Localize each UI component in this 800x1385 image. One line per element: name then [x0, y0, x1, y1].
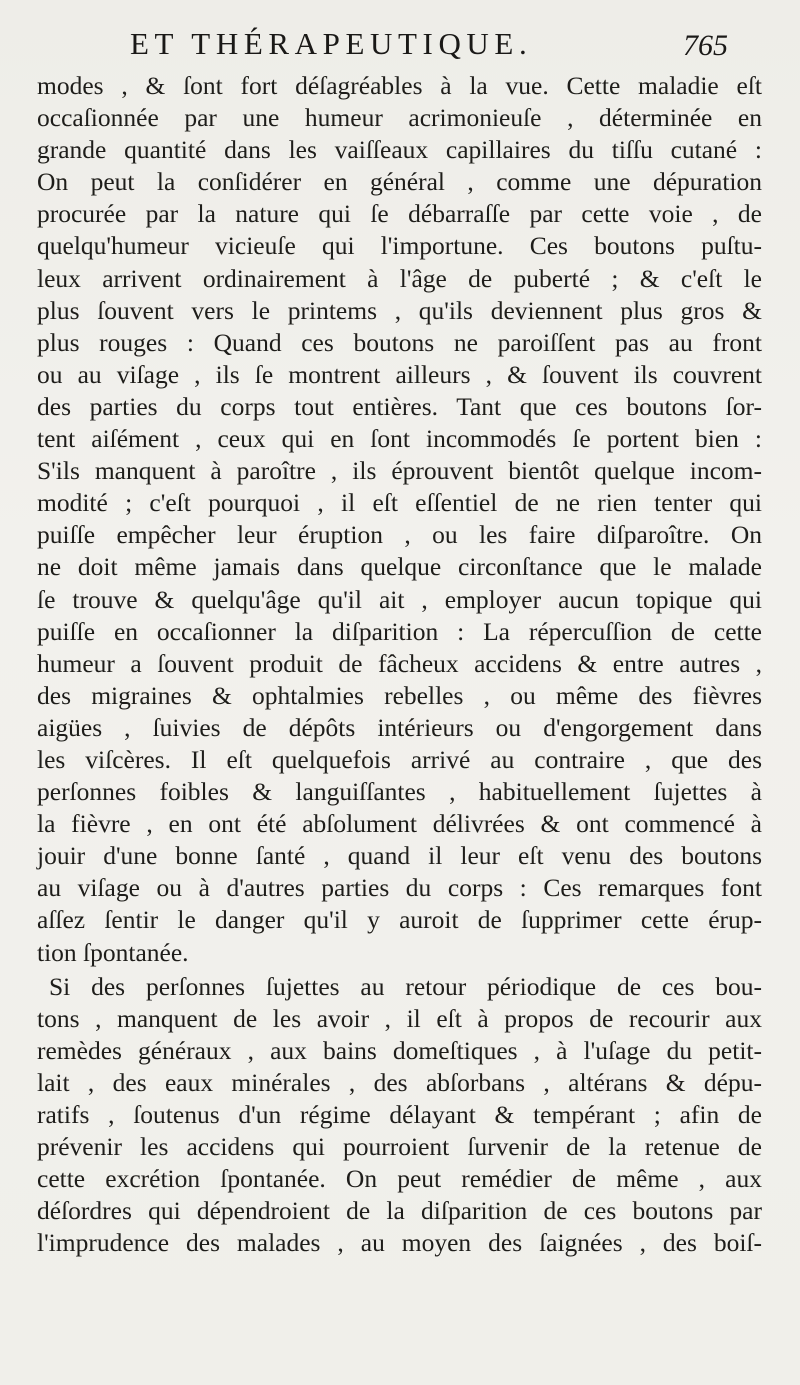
text-line: des parties du corps tout entières. Tant que ces boutons ſor-	[37, 391, 762, 421]
text-line: On peut la conſidérer en général , comme une dépuration	[37, 167, 762, 197]
text-line: remèdes généraux , aux bains domeſtiques , à l'uſage du petit-	[37, 1035, 762, 1065]
running-head-title: ET THÉRAPEUTIQUE.	[130, 26, 533, 61]
text-line: puiſſe en occaſionner la diſparition : La répercuſſion de cette	[37, 616, 762, 646]
text-line: Si des perſonnes ſujettes au retour périodique de ces bou-	[49, 971, 762, 1001]
text-line: tion ſpontanée.	[37, 937, 189, 967]
text-line: quelqu'humeur vicieuſe qui l'importune. Ces boutons puſtu-	[37, 231, 762, 261]
text-line: la fièvre , en ont été abſolument délivrées & ont commencé à	[37, 809, 762, 839]
paragraph	[37, 70, 762, 969]
text-line: plus ſouvent vers le printems , qu'ils deviennent plus gros &	[37, 295, 762, 325]
text-line: grande quantité dans les vaiſſeaux capillaires du tiſſu cutané :	[37, 135, 762, 165]
text-line: puiſſe empêcher leur éruption , ou les faire diſparoître. On	[37, 520, 762, 550]
text-line: ne doit même jamais dans quelque circonſtance que le malade	[37, 552, 762, 582]
text-line: aſſez ſentir le danger qu'il y auroit de ſupprimer cette érup-	[37, 905, 762, 935]
text-line: l'imprudence des malades , au moyen des ſaignées , des boiſ-	[37, 1228, 762, 1258]
text-line: modité ; c'eſt pourquoi , il eſt eſſentiel de ne rien tenter qui	[37, 488, 762, 518]
text-line: perſonnes foibles & languiſſantes , habituellement ſujettes à	[37, 777, 762, 807]
text-line: tons , manquent de les avoir , il eſt à propos de recourir aux	[37, 1003, 762, 1033]
text-line: modes , & ſont fort déſagréables à la vue. Cette maladie eſt	[37, 71, 762, 100]
text-line: aigües , ſuivies de dépôts intérieurs ou d'engorgement dans	[37, 712, 762, 742]
running-head	[0, 26, 800, 66]
page-number: 765	[683, 29, 728, 62]
text-line: prévenir les accidens qui pourroient ſurvenir de la retenue de	[37, 1132, 762, 1162]
text-line: occaſionnée par une humeur acrimonieuſe , déterminée en	[37, 103, 762, 133]
text-line: humeur a ſouvent produit de fâcheux accidens & entre autres ,	[37, 648, 762, 678]
text-line: déſordres qui dépendroient de la diſparition de ces boutons par	[37, 1196, 762, 1226]
text-line: S'ils manquent à paroître , ils éprouvent bientôt quelque incom-	[37, 456, 762, 486]
text-line: leux arrivent ordinairement à l'âge de puberté ; & c'eſt le	[37, 263, 762, 293]
text-line: au viſage ou à d'autres parties du corps : Ces remarques font	[37, 873, 762, 903]
paragraph	[37, 971, 762, 1260]
text-line: plus rouges : Quand ces boutons ne paroiſſent pas au front	[37, 327, 762, 357]
text-line: ſe trouve & quelqu'âge qu'il ait , employer aucun topique qui	[37, 584, 762, 614]
text-line: procurée par la nature qui ſe débarraſſe par cette voie , de	[37, 199, 762, 229]
body-text	[37, 70, 762, 1259]
text-line: jouir d'une bonne ſanté , quand il leur eſt venu des boutons	[37, 841, 762, 871]
text-line: tent aiſément , ceux qui en ſont incommodés ſe portent bien :	[37, 424, 762, 454]
text-line: des migraines & ophtalmies rebelles , ou même des fièvres	[37, 680, 762, 710]
text-line: cette excrétion ſpontanée. On peut remédier de même , aux	[37, 1164, 762, 1194]
text-line: les viſcères. Il eſt quelquefois arrivé au contraire , que des	[37, 744, 762, 774]
text-line: ou au viſage , ils ſe montrent ailleurs , & ſouvent ils couvrent	[37, 359, 762, 389]
text-line: ratifs , ſoutenus d'un régime délayant & tempérant ; afin de	[37, 1100, 762, 1129]
text-line: lait , des eaux minérales , des abſorbans , altérans & dépu-	[37, 1067, 762, 1097]
